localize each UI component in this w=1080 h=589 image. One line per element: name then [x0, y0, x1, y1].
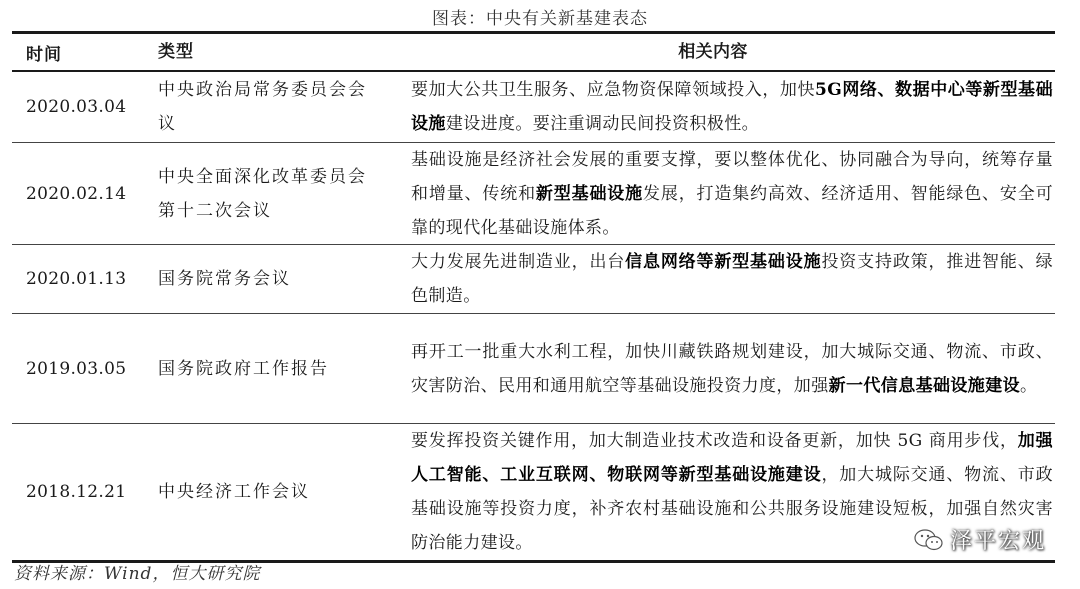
content-segment: 要加大公共卫生服务、应急物资保障领域投入，加快: [411, 80, 816, 100]
header-content: 相关内容: [678, 42, 748, 62]
content-segment: 基础设施是经济社会发展的重要支撑，要以整体优化、协同融合为导向，统筹存量和增量、传统和: [411, 149, 1053, 204]
content-segment: ，加大城际交通、物流、市政基础设施等投资力度，补齐农村基础设施和公共服务设施建设短板，加强自然灾害防治能力建设。: [411, 465, 1053, 553]
table-caption: 图表：中央有关新基建表态: [432, 9, 648, 29]
content-segment-bold: 5G网络、数据中心等新型基础设施: [411, 80, 1053, 134]
content-segment: 建设进度。要注重调动民间投资积极性。: [445, 114, 760, 134]
row-type: 国务院政府工作报告: [158, 358, 329, 379]
watermark: [914, 524, 1046, 555]
table-row: [12, 143, 1055, 245]
table-row: [12, 424, 1055, 560]
header-date: 时间: [26, 44, 62, 65]
content-segment: 大力发展先进制造业，出台: [411, 252, 626, 272]
content-segment: 要发挥投资关键作用，加大制造业技术改造和设备更新，加快 5G 商用步伐，: [411, 431, 1018, 451]
row-content-text: [411, 73, 1053, 141]
row-date: 2018.12.21: [26, 482, 127, 502]
table-row: [12, 245, 1055, 314]
content-segment: 发展，打造集约高效、经济适用、智能绿色、安全可靠的现代化基础设施体系。: [411, 183, 1053, 238]
row-type: 中央全面深化改革委员会第十二次会议: [158, 166, 367, 221]
content-segment-bold: 信息网络等新型基础设施: [625, 252, 822, 272]
table-header-row: [12, 34, 1055, 72]
content-segment-bold: 新一代信息基础设施建设: [828, 375, 1021, 396]
source-note: 资料来源：Wind，恒大研究院: [14, 564, 261, 584]
row-content-text: [411, 245, 1053, 313]
row-date: 2019.03.05: [26, 358, 127, 379]
policy-table: [12, 31, 1055, 563]
row-date: 2020.01.13: [26, 269, 127, 289]
row-content: [403, 72, 1055, 142]
row-content-text: [411, 335, 1053, 403]
wechat-icon: [914, 528, 944, 552]
content-segment-bold: 加强人工智能、工业互联网、物联网等新型基础设施建设: [411, 431, 1053, 485]
header-type: 类型: [158, 42, 194, 62]
row-content-text: [411, 143, 1053, 245]
row-content: [403, 143, 1055, 244]
content-segment-bold: 新型基础设施: [535, 183, 643, 204]
table-row: [12, 72, 1055, 143]
watermark-text: 泽平宏观: [949, 529, 1046, 554]
row-type: 中央政治局常务委员会会议: [158, 80, 367, 134]
row-content: [403, 245, 1055, 313]
row-type: 国务院常务会议: [158, 269, 291, 289]
row-date: 2020.03.04: [26, 97, 127, 117]
content-segment: 。: [1020, 375, 1038, 396]
table-row: [12, 314, 1055, 424]
content-segment: 再开工一批重大水利工程，加快川藏铁路规划建设，加大城际交通、物流、市政、灾害防治、民用和通用航空等基础设施投资力度，加强: [411, 341, 1053, 396]
row-date: 2020.02.14: [26, 183, 127, 204]
content-segment: 投资支持政策，推进智能、绿色制造。: [411, 252, 1053, 306]
row-type: 中央经济工作会议: [158, 482, 310, 502]
row-content: [403, 314, 1055, 423]
